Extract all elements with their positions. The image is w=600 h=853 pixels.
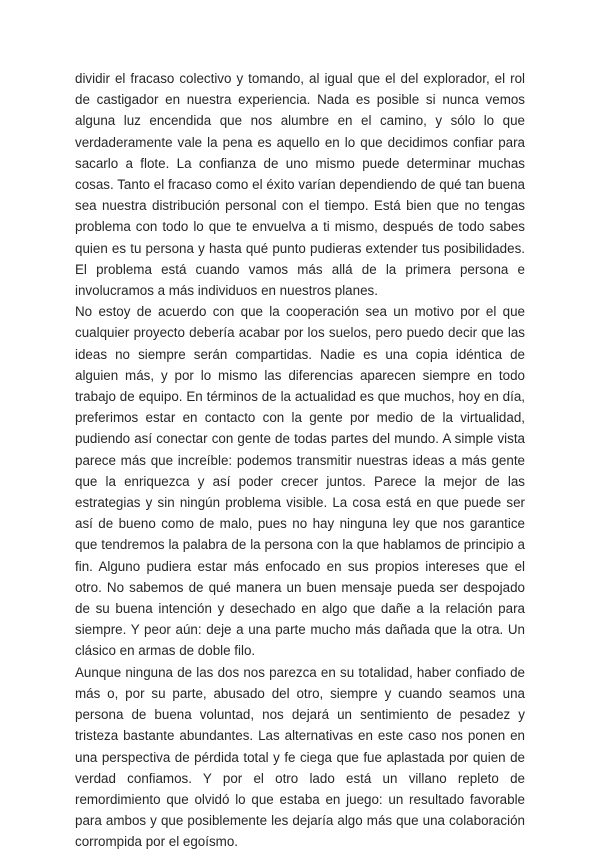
paragraph-1: dividir el fracaso colectivo y tomando, al igual que el del explorador, el rol de castigador en nuestra experiencia. Nada es posible si nunca vemos alguna luz encendida que nos alumbre en el camino, y sólo lo que verdaderamente vale la pena es aquello en lo que decidimos confiar para sacarlo a flote. La confianza de uno mismo puede determinar muchas cosas. Tanto el fracaso como el éxito varían dependiendo de qué tan buena sea nuestra distribución personal con el tiempo. Está bien que no tengas problema con todo lo que te envuelva a ti mismo, después de todo sabes quien es tu persona y hasta qué punto pudieras extender tus posibilidades. El problema está cuando vamos más allá de la primera persona e involucramos a más individuos en nuestros planes. <box>75 71 525 299</box>
paragraph-2: No estoy de acuerdo con que la cooperación sea un motivo por el que cualquier proyecto debería acabar por los suelos, pero puedo decir que las ideas no siempre serán compartidas. Nadie es una copia idéntica de alguien más, y por lo mismo las diferencias aparecen siempre en todo trabajo de equipo. En términos de la actualidad es que muchos, hoy en día, preferimos estar en contacto con la gente por medio de la virtualidad, pudiendo así conectar con gente de todas partes del mundo. A simple vista parece más que increíble: podemos transmitir nuestras ideas a más gente que la enriquezca y así poder crecer juntos. Parece la mejor de las estrategias y sin ningún problema visible. La cosa está en que puede ser así de bueno como de malo, pues no hay ninguna ley que nos garantice que tendremos la palabra de la persona con la que hablamos de principio a fin. Alguno pudiera estar más enfocado en sus propios intereses que el otro. No sabemos de qué manera un buen mensaje pueda ser despojado de su buena intención y desechado en algo que dañe a la relación para siempre. Y peor aún: deje a una parte mucho más dañada que la otra. Un clásico en armas de doble filo. <box>75 304 525 659</box>
paragraph-3: Aunque ninguna de las dos nos parezca en su totalidad, haber confiado de más o, por su parte, abusado del otro, siempre y cuando seamos una persona de buena voluntad, nos dejará un sentimiento de pesadez y tristeza bastante abundantes. Las alternativas en este caso nos ponen en una perspectiva de pérdida total y fe ciega que fue aplastada por quien de verdad confiamos. Y por el otro lado está un villano repleto de remordimiento que olvidó lo que estaba en juego: un resultado favorable para ambos y que posiblemente les dejaría algo más que una colaboración corrompida por el egoísmo. <box>75 664 525 850</box>
document-page <box>75 68 525 853</box>
